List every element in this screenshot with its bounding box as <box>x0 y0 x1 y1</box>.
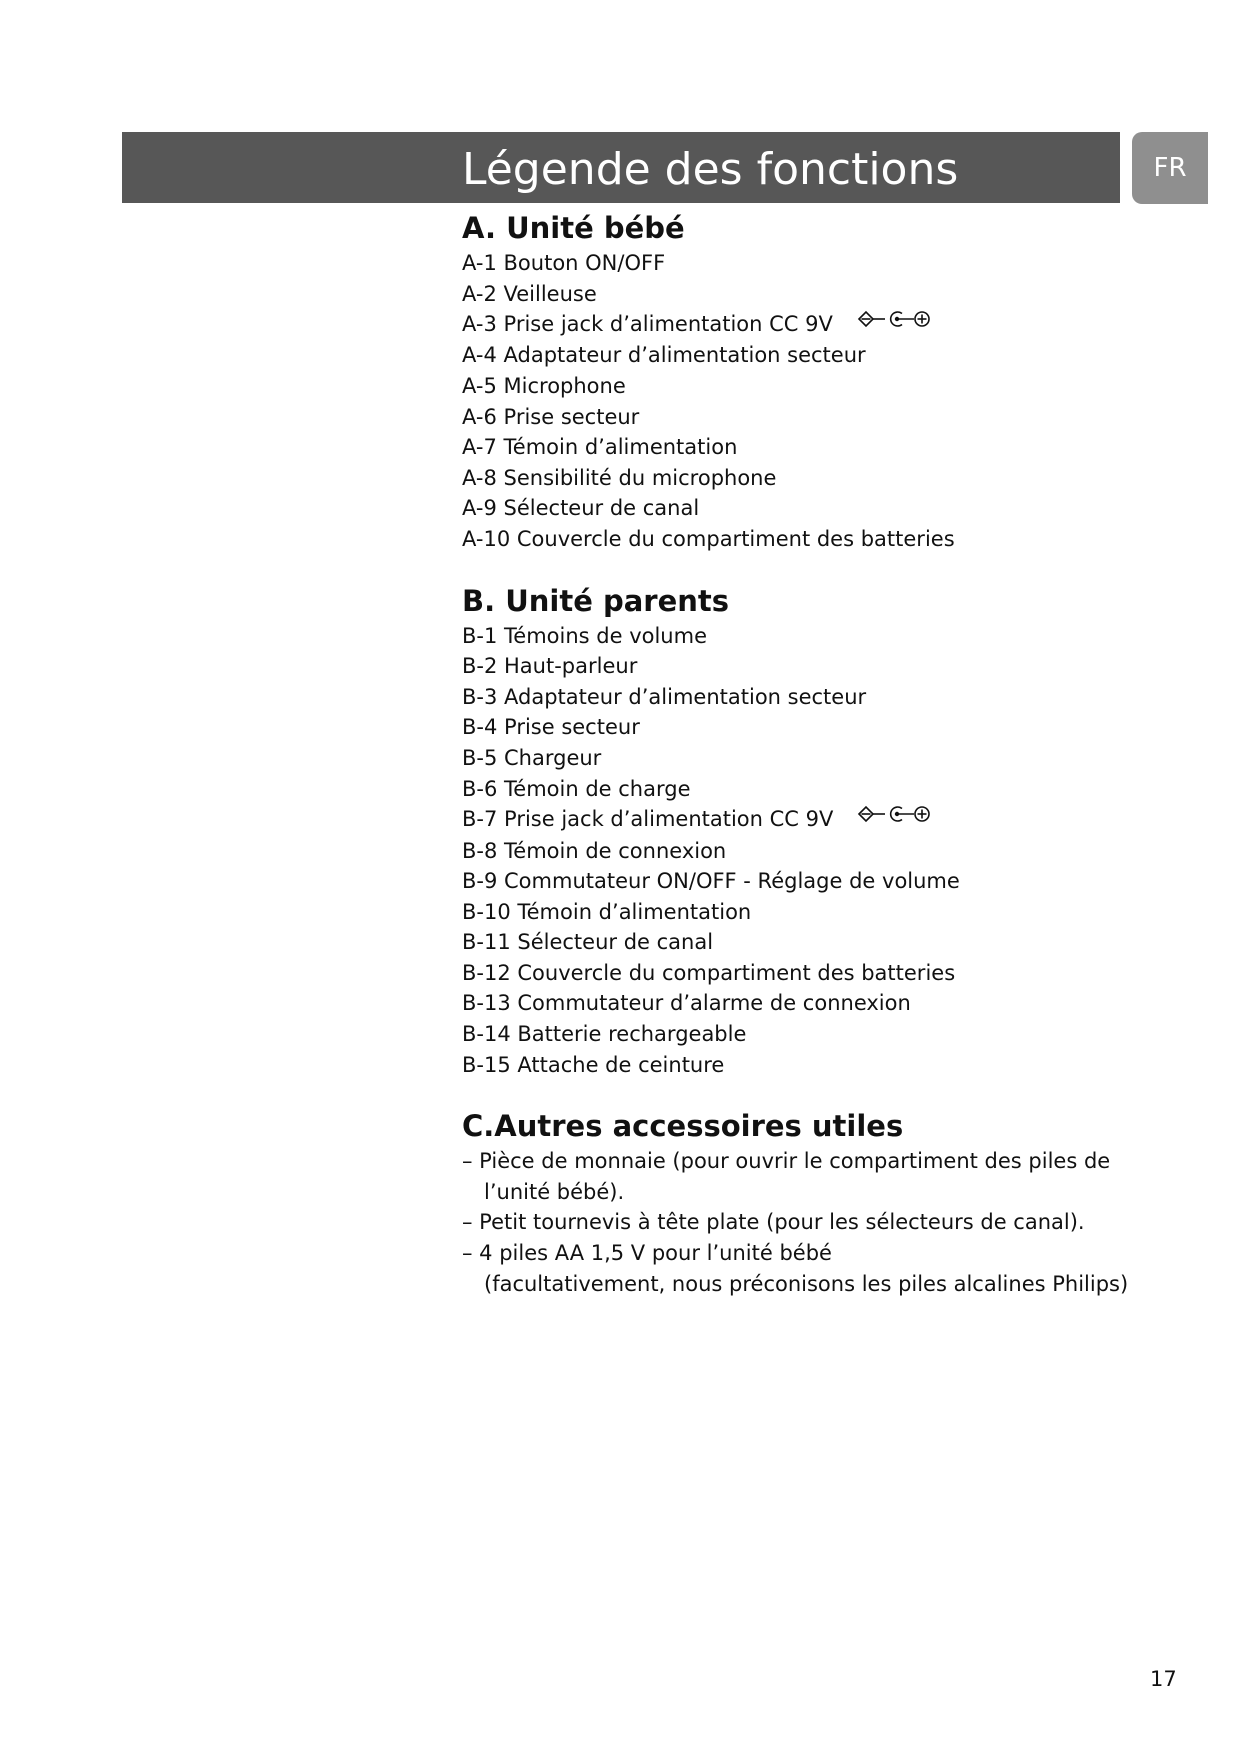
list-item: A-6 Prise secteur <box>462 404 640 429</box>
list-item: B-6 Témoin de charge <box>462 776 691 801</box>
list-item: A-5 Microphone <box>462 374 626 399</box>
list-item: A-8 Sensibilité du microphone <box>462 465 777 490</box>
section-c-list <box>462 1146 1129 1299</box>
list-item: B-9 Commutateur ON/OFF - Réglage de volume <box>462 869 960 894</box>
list-item: B-2 Haut-parleur <box>462 654 638 679</box>
list-item: A-3 Prise jack d’alimentation CC 9V <box>462 309 1122 340</box>
content <box>462 208 1129 1299</box>
dc-polarity-icon <box>857 803 937 834</box>
list-item: – Petit tournevis à tête plate (pour les sélecteurs de canal). <box>462 1210 1085 1235</box>
page-title: Légende des fonctions <box>462 144 959 195</box>
list-item: B-15 Attache de ceinture <box>462 1052 725 1077</box>
list-item: A-1 Bouton ON/OFF <box>462 251 666 275</box>
list-item: B-3 Adaptateur d’alimentation secteur <box>462 684 867 709</box>
list-item: B-12 Couvercle du compartiment des batteries <box>462 960 956 985</box>
list-item-note: (facultativement, nous préconisons les piles alcalines Philips) <box>484 1271 1129 1296</box>
list-item: B-5 Chargeur <box>462 746 602 771</box>
list-item: B-14 Batterie rechargeable <box>462 1022 747 1047</box>
list-item: B-10 Témoin d’alimentation <box>462 899 752 924</box>
dc-polarity-icon <box>857 308 937 339</box>
page-number: 17 <box>1150 1667 1177 1691</box>
section-a-list <box>462 248 1122 555</box>
list-item: – Pièce de monnaie (pour ouvrir le compartiment des piles de l’unité bébé). <box>462 1149 1111 1204</box>
section-b-heading: B. Unité parents <box>462 583 730 618</box>
list-item: B-8 Témoin de connexion <box>462 838 727 863</box>
list-item: A-10 Couvercle du compartiment des batteries <box>462 527 955 552</box>
list-item: B-13 Commutateur d’alarme de connexion <box>462 991 911 1016</box>
list-item: A-7 Témoin d’alimentation <box>462 435 738 460</box>
section-b-list <box>462 621 1122 1081</box>
list-item: A-9 Sélecteur de canal <box>462 496 700 521</box>
list-item: B-7 Prise jack d’alimentation CC 9V <box>462 804 1122 835</box>
section-a-heading: A. Unité bébé <box>462 211 685 245</box>
language-tab: FR <box>1132 132 1208 204</box>
list-item: – 4 piles AA 1,5 V pour l’unité bébé <box>462 1241 832 1266</box>
list-item: A-4 Adaptateur d’alimentation secteur <box>462 343 866 368</box>
list-item: B-4 Prise secteur <box>462 715 640 740</box>
list-item: B-11 Sélecteur de canal <box>462 930 714 955</box>
list-item: B-1 Témoins de volume <box>462 623 707 648</box>
list-item: A-2 Veilleuse <box>462 281 597 306</box>
section-c-heading: C.Autres accessoires utiles <box>462 1109 904 1144</box>
